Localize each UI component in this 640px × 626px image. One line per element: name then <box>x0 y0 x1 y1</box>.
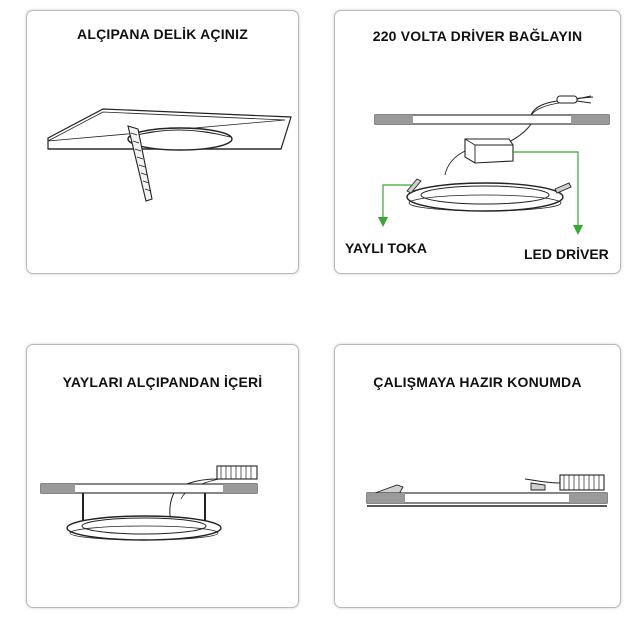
insert-springs-illustration <box>27 345 298 607</box>
drill-hole-illustration <box>27 11 298 273</box>
driver-connection-illustration <box>335 11 620 273</box>
step-4-panel <box>334 344 621 608</box>
step-1-title: ALÇIPANA DELİK AÇINIZ <box>77 26 248 42</box>
step-3-title: YAYLARI ALÇIPANDAN İÇERİ <box>62 374 263 390</box>
step-2-title: 220 VOLTA DRİVER BAĞLAYIN <box>372 28 583 44</box>
step-3-panel <box>26 344 299 608</box>
step-1-panel <box>26 10 299 274</box>
spring-clip-label: YAYLI TOKA <box>345 240 427 256</box>
led-driver-label: LED DRİVER <box>524 246 609 262</box>
ready-position-illustration <box>335 345 620 607</box>
step-4-title: ÇALIŞMAYA HAZIR KONUMDA <box>373 374 582 390</box>
step-2-panel <box>334 10 621 274</box>
